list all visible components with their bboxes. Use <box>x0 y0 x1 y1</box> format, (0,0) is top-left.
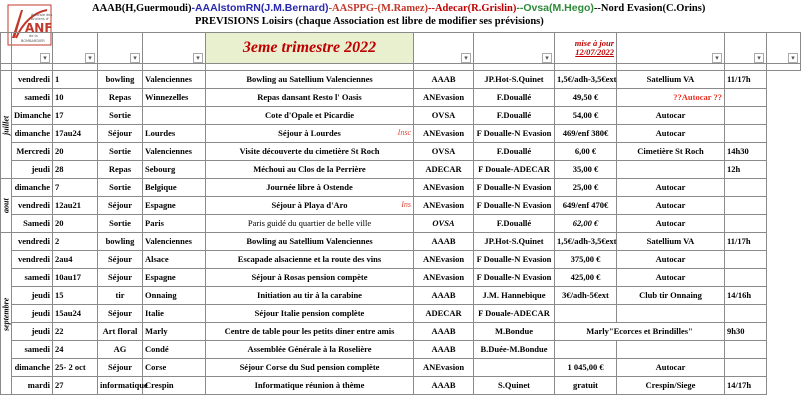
cell-resp: F.Douallé <box>474 107 555 125</box>
cell-lieu: Espagne <box>143 269 206 287</box>
cell-date: 12au21 <box>53 197 98 215</box>
cell-resp: M.Bondue <box>474 323 555 341</box>
cell-prix: 3€/adh-5€ext <box>555 287 617 305</box>
cell-type: Séjour <box>98 359 143 377</box>
cell-date: 15 <box>53 287 98 305</box>
cell-activite: Séjour à Lourdes Insc <box>206 125 414 143</box>
cell-day: samedi <box>12 269 53 287</box>
cell-assoc: ANEvasion <box>414 269 474 287</box>
cell-resp: J.M. Hannebique <box>474 287 555 305</box>
cell-resp: F.Douallé <box>474 143 555 161</box>
cell-lieu: Crespin <box>143 377 206 395</box>
cell-assoc: OVSA <box>414 143 474 161</box>
cell-transport: Autocar <box>617 359 725 377</box>
cell-type: Séjour <box>98 305 143 323</box>
cell-lieu: Winnezelles <box>143 89 206 107</box>
table-row <box>1 251 801 269</box>
cell-lieu: Marly <box>143 323 206 341</box>
cell-assoc: ANEvasion <box>414 359 474 377</box>
cell-activite: Journée libre à Ostende <box>206 179 414 197</box>
cell-prix: gratuit <box>555 377 617 395</box>
trimestre-title: 3eme trimestre 2022 <box>206 33 414 64</box>
cell-activite: Méchoui au Clos de la Perrière <box>206 161 414 179</box>
cell-lieu: Valenciennes <box>143 233 206 251</box>
cell-assoc: ANEvasion <box>414 89 474 107</box>
cell-activite: Visite découverte du cimetière St Roch <box>206 143 414 161</box>
cell-day: jeudi <box>12 287 53 305</box>
cell-activite: Séjour à Rosas pension compète <box>206 269 414 287</box>
cell-heure: 9h30 <box>725 323 767 341</box>
filter-cell[interactable] <box>414 33 474 64</box>
cell-type: Repas <box>98 89 143 107</box>
cell-date: 2 <box>53 233 98 251</box>
cell-day: jeudi <box>12 161 53 179</box>
table-row <box>1 341 801 359</box>
cell-prix: 49,50 € <box>555 89 617 107</box>
filter-cell[interactable] <box>12 33 53 64</box>
cell-day: vendredi <box>12 197 53 215</box>
filter-dropdown-icon[interactable]: ▾ <box>712 53 722 63</box>
cell-transport: Autocar <box>617 269 725 287</box>
filter-cell[interactable] <box>725 33 767 64</box>
table-row <box>1 143 801 161</box>
table-row <box>1 71 801 89</box>
cell-activite: Initiation au tir à la carabine <box>206 287 414 305</box>
cell-lieu: Belgique <box>143 179 206 197</box>
cell-type: Sortie <box>98 215 143 233</box>
filter-dropdown-icon[interactable]: ▾ <box>40 53 50 63</box>
cell-type: bowling <box>98 71 143 89</box>
page-subtitle: PREVISIONS Loisirs (chaque Association est libre de modifier ses prévisions) <box>195 16 544 27</box>
cell-day: mardi <box>12 377 53 395</box>
filter-cell <box>1 33 12 64</box>
cell-transport: Autocar <box>617 107 725 125</box>
cell-prix: 35,00 € <box>555 161 617 179</box>
cell-prix: 1 045,00 € <box>555 359 617 377</box>
cell-transport <box>617 341 725 359</box>
cell-heure <box>725 305 767 323</box>
cell-day: jeudi <box>12 323 53 341</box>
cell-heure: 14/16h <box>725 287 767 305</box>
filter-dropdown-icon[interactable]: ▾ <box>788 53 798 63</box>
cell-lieu: Italie <box>143 305 206 323</box>
cell-type: Séjour <box>98 125 143 143</box>
cell-assoc: ADECAR <box>414 161 474 179</box>
cell-prix: 62,00 € <box>555 215 617 233</box>
cell-activite: Assemblée Générale à la Roselière <box>206 341 414 359</box>
table-row <box>1 89 801 107</box>
cell-assoc: ANEvasion <box>414 197 474 215</box>
filter-dropdown-icon[interactable]: ▾ <box>754 53 764 63</box>
table-row <box>1 305 801 323</box>
cell-assoc: OVSA <box>414 107 474 125</box>
cell-assoc: AAAB <box>414 71 474 89</box>
cell-heure: 11/17h <box>725 71 767 89</box>
table-row <box>1 215 801 233</box>
cell-date: 22 <box>53 323 98 341</box>
cell-transport: Marly"Ecorces et Brindilles" <box>555 323 725 341</box>
filter-cell[interactable] <box>767 33 801 64</box>
cell-activite: Cote d'Opale et Picardie <box>206 107 414 125</box>
table-row <box>1 377 801 395</box>
cell-activite: Bowling au Satellium Valenciennes <box>206 233 414 251</box>
cell-prix: 649/enf 470€ <box>555 197 617 215</box>
cell-transport <box>617 305 725 323</box>
cell-resp <box>474 359 555 377</box>
cell-heure: 12h <box>725 161 767 179</box>
cell-type: Séjour <box>98 251 143 269</box>
cell-prix: 1,5€/adh-3,5€ext <box>555 233 617 251</box>
svg-text:BOMBARDIER: BOMBARDIER <box>21 39 45 43</box>
cell-assoc: AAAB <box>414 323 474 341</box>
filter-dropdown-icon[interactable]: ▾ <box>193 53 203 63</box>
cell-resp: F Doualle-N Evasion <box>474 269 555 287</box>
cell-type: Sortie <box>98 107 143 125</box>
cell-lieu: Sebourg <box>143 161 206 179</box>
table-row <box>1 287 801 305</box>
cell-day: samedi <box>12 341 53 359</box>
inscription-note: Insc <box>397 128 411 138</box>
cell-transport: Cimetière St Roch <box>617 143 725 161</box>
cell-type: bowling <box>98 233 143 251</box>
cell-date: 28 <box>53 161 98 179</box>
cell-date: 17au24 <box>53 125 98 143</box>
cell-day: vendredi <box>12 71 53 89</box>
cell-type: tir <box>98 287 143 305</box>
cell-resp: F Doualle-N Evasion <box>474 179 555 197</box>
cell-type: informatique <box>98 377 143 395</box>
cell-heure: 14/17h <box>725 377 767 395</box>
activities-table <box>0 32 801 395</box>
cell-heure <box>725 269 767 287</box>
filter-cell[interactable] <box>617 33 725 64</box>
cell-lieu: Lourdes <box>143 125 206 143</box>
cell-day: Dimanche <box>12 107 53 125</box>
table-row <box>1 323 801 341</box>
cell-heure <box>725 215 767 233</box>
cell-resp: JP.Hot-S.Quinet <box>474 233 555 251</box>
table-row <box>1 197 801 215</box>
cell-resp: F Doualle-N Evasion <box>474 197 555 215</box>
cell-date: 20 <box>53 143 98 161</box>
cell-type: Sortie <box>98 179 143 197</box>
cell-prix: 6,00 € <box>555 143 617 161</box>
table-row <box>1 233 801 251</box>
cell-transport: Autocar <box>617 197 725 215</box>
cell-assoc: ANEvasion <box>414 125 474 143</box>
cell-resp: F Douale-ADECAR <box>474 305 555 323</box>
month-label: septembre <box>1 233 12 395</box>
cell-heure <box>725 89 767 107</box>
cell-transport: Autocar <box>617 251 725 269</box>
cell-activite: Séjour à Playa d'Aro Ins <box>206 197 414 215</box>
cell-lieu: Valenciennes <box>143 71 206 89</box>
cell-prix <box>555 341 617 359</box>
cell-resp: B.Duée-M.Bondue <box>474 341 555 359</box>
cell-day: Mercredi <box>12 143 53 161</box>
cell-lieu: Espagne <box>143 197 206 215</box>
cell-heure <box>725 107 767 125</box>
cell-transport: Crespin/Siege <box>617 377 725 395</box>
cell-lieu: Onnaing <box>143 287 206 305</box>
cell-resp: S.Quinet <box>474 377 555 395</box>
cell-activite: Repas dansant Resto l' Oasis <box>206 89 414 107</box>
cell-assoc: ANEvasion <box>414 179 474 197</box>
cell-heure <box>725 359 767 377</box>
cell-lieu: Valenciennes <box>143 143 206 161</box>
cell-date: 17 <box>53 107 98 125</box>
cell-transport: Autocar <box>617 179 725 197</box>
cell-heure: 14h30 <box>725 143 767 161</box>
month-label: aout <box>1 179 12 233</box>
cell-type: Sortie <box>98 143 143 161</box>
cell-date: 2au4 <box>53 251 98 269</box>
cell-day: vendredi <box>12 251 53 269</box>
cell-prix: 375,00 € <box>555 251 617 269</box>
cell-activite: Séjour Corse du Sud pension complète <box>206 359 414 377</box>
cell-heure <box>725 341 767 359</box>
cell-activite: Bowling au Satellium Valenciennes <box>206 71 414 89</box>
cell-lieu: Corse <box>143 359 206 377</box>
cell-assoc: AAAB <box>414 287 474 305</box>
month-label: juillet <box>1 71 12 179</box>
cell-lieu: Condé <box>143 341 206 359</box>
cell-date: 24 <box>53 341 98 359</box>
filter-cell[interactable] <box>143 33 206 64</box>
associations-header: AAAB(H,Guermoudi)-AAAlstomRN(J.M.Bernard)-AASPPG-(M.Ramez)--Adecar(R.Grislin)--Ovsa(M.Hego)--Nord Evasion(C.Orins) <box>92 2 706 14</box>
cell-type: AG <box>98 341 143 359</box>
inscription-note: Ins <box>401 200 411 210</box>
filter-dropdown-icon[interactable]: ▾ <box>130 53 140 63</box>
cell-date: 27 <box>53 377 98 395</box>
cell-lieu: Paris <box>143 215 206 233</box>
cell-type: Séjour <box>98 197 143 215</box>
cell-day: Samedi <box>12 215 53 233</box>
cell-transport: Satellium VA <box>617 71 725 89</box>
cell-heure <box>725 125 767 143</box>
cell-assoc: AAAB <box>414 341 474 359</box>
table-row <box>1 179 801 197</box>
cell-transport: ??Autocar ?? <box>617 89 725 107</box>
cell-resp: F.Douallé <box>474 215 555 233</box>
cell-activite: Centre de table pour les petits diner entre amis <box>206 323 414 341</box>
cell-activite: Séjour Italie pension complète <box>206 305 414 323</box>
cell-prix: 54,00 € <box>555 107 617 125</box>
cell-resp: F.Douallé <box>474 89 555 107</box>
table-row <box>1 125 801 143</box>
svg-text:Anciens d': Anciens d' <box>31 17 50 21</box>
cell-transport: Autocar <box>617 125 725 143</box>
update-date: mise à jour 12/07/2022 <box>555 33 617 64</box>
cell-transport <box>617 161 725 179</box>
cell-day: dimanche <box>12 179 53 197</box>
cell-resp: JP.Hot-S.Quinet <box>474 71 555 89</box>
svg-text:ANF: ANF <box>25 21 53 35</box>
cell-day: dimanche <box>12 359 53 377</box>
cell-assoc: AAAB <box>414 233 474 251</box>
filter-cell[interactable] <box>53 33 98 64</box>
filter-dropdown-icon[interactable]: ▾ <box>542 53 552 63</box>
cell-resp: F Doualle-N Evasion <box>474 251 555 269</box>
cell-lieu: Alsace <box>143 251 206 269</box>
cell-resp: F Douale-ADECAR <box>474 161 555 179</box>
cell-lieu <box>143 107 206 125</box>
cell-type: Séjour <box>98 269 143 287</box>
cell-date: 20 <box>53 215 98 233</box>
cell-activite: Informatique réunion à thème <box>206 377 414 395</box>
cell-type: Repas <box>98 161 143 179</box>
filter-dropdown-icon[interactable]: ▾ <box>461 53 471 63</box>
cell-date: 7 <box>53 179 98 197</box>
cell-heure <box>725 197 767 215</box>
svg-text:de la: de la <box>29 34 38 38</box>
cell-date: 15au24 <box>53 305 98 323</box>
cell-prix: 1,5€/adh-3,5€ext <box>555 71 617 89</box>
cell-prix <box>555 305 617 323</box>
cell-activite: Paris guidé du quartier de belle ville <box>206 215 414 233</box>
cell-activite: Escapade alsacienne et la route des vins <box>206 251 414 269</box>
cell-transport: Satellium VA <box>617 233 725 251</box>
cell-type: Art floral <box>98 323 143 341</box>
cell-assoc: ANEvasion <box>414 251 474 269</box>
cell-date: 10 <box>53 89 98 107</box>
cell-prix: 25,00 € <box>555 179 617 197</box>
cell-prix: 425,00 € <box>555 269 617 287</box>
cell-transport: Autocar <box>617 215 725 233</box>
filter-cell[interactable] <box>98 33 143 64</box>
cell-day: jeudi <box>12 305 53 323</box>
table-row <box>1 359 801 377</box>
cell-day: vendredi <box>12 233 53 251</box>
cell-date: 25- 2 oct <box>53 359 98 377</box>
filter-dropdown-icon[interactable]: ▾ <box>85 53 95 63</box>
cell-heure <box>725 251 767 269</box>
cell-date: 1 <box>53 71 98 89</box>
table-row <box>1 107 801 125</box>
cell-resp: F Doualle-N Evasion <box>474 125 555 143</box>
svg-text:Amicale des: Amicale des <box>31 13 53 17</box>
filter-cell[interactable] <box>474 33 555 64</box>
cell-day: samedi <box>12 89 53 107</box>
cell-day: dimanche <box>12 125 53 143</box>
cell-assoc: ADECAR <box>414 305 474 323</box>
table-row <box>1 161 801 179</box>
cell-transport: Club tir Onnaing <box>617 287 725 305</box>
cell-prix: 469/enf 380€ <box>555 125 617 143</box>
cell-heure <box>725 179 767 197</box>
cell-assoc: AAAB <box>414 377 474 395</box>
table-row <box>1 269 801 287</box>
cell-date: 10au17 <box>53 269 98 287</box>
cell-assoc: OVSA <box>414 215 474 233</box>
cell-heure: 11/17h <box>725 233 767 251</box>
